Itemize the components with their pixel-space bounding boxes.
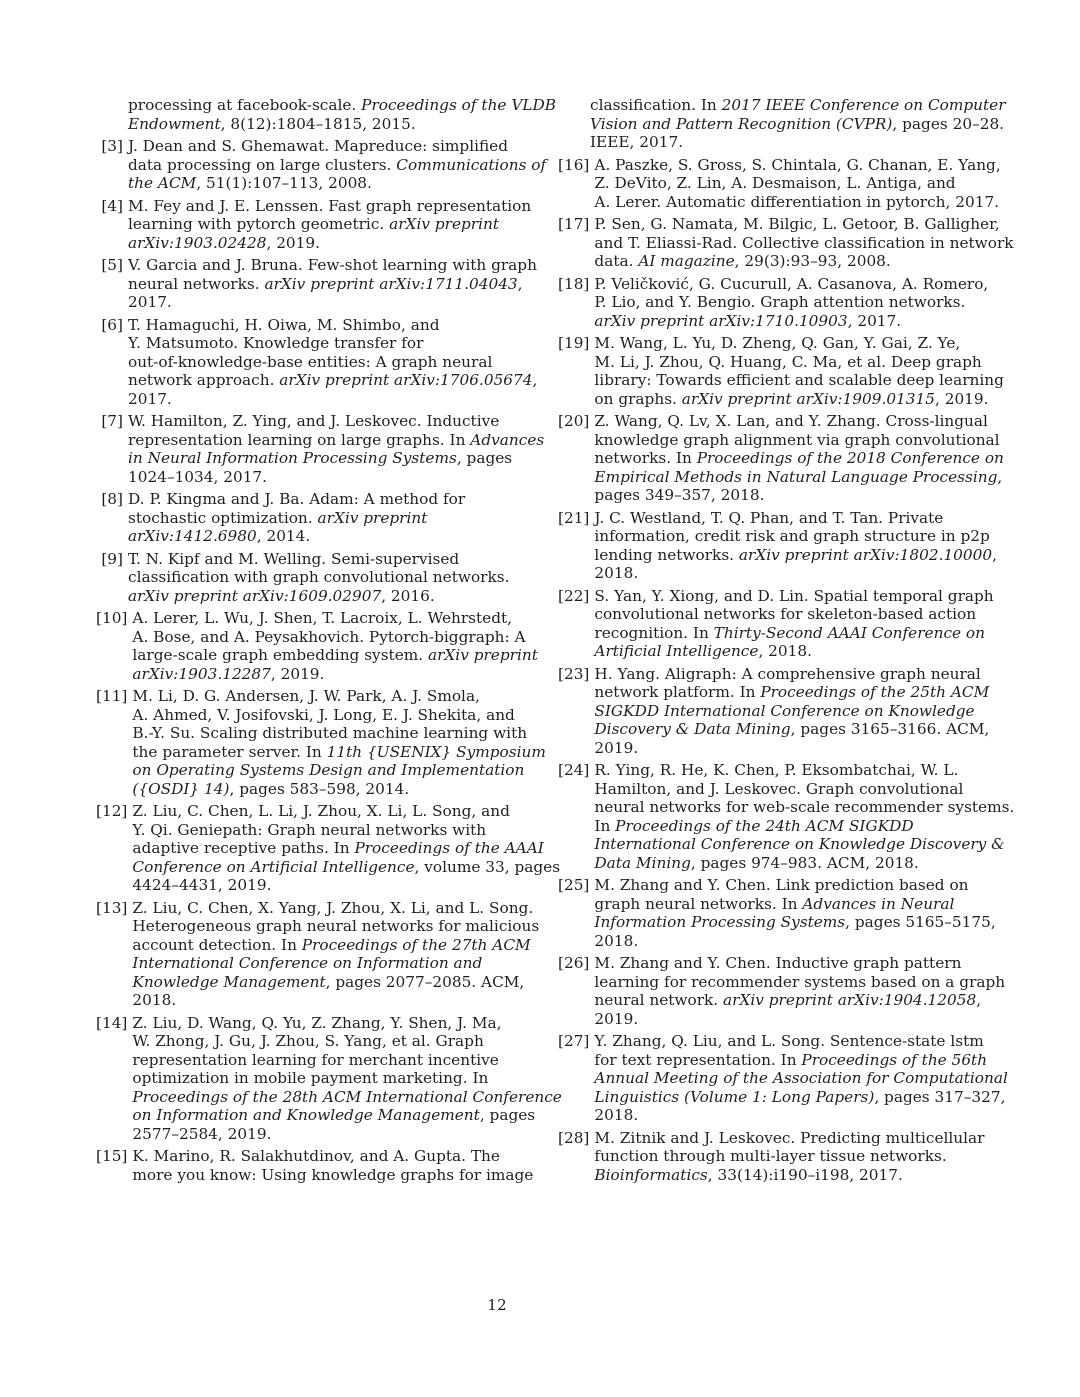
- reference-text: [594, 586, 994, 661]
- reference-item: [96, 550, 520, 606]
- reference-text-line: and T. Eliassi-Rad. Collective classification in network: [594, 233, 1014, 252]
- reference-item: [558, 412, 1004, 505]
- reference-text-line: Proceedings of the 28th ACM International Conference: [132, 1087, 562, 1106]
- reference-text-line: networks. In Proceedings of the 2018 Conference on: [594, 449, 1004, 467]
- reference-text: [590, 96, 1006, 152]
- reference-label: [21]: [558, 508, 590, 527]
- reference-item: [558, 96, 1006, 152]
- reference-text: [128, 196, 532, 253]
- reference-text-line: Linguistics (Volume 1: Long Papers), pages 317–327,: [594, 1087, 1006, 1106]
- reference-label: [24]: [558, 761, 590, 779]
- reference-text: [128, 412, 545, 486]
- reference-label: [13]: [96, 898, 128, 917]
- reference-text: [594, 412, 1004, 505]
- reference-text-line: learning with pytorch geometric. arXiv preprint: [128, 215, 499, 233]
- reference-text-line: lending networks. arXiv preprint arXiv:1802.10000,: [594, 545, 997, 564]
- reference-text: [128, 137, 547, 193]
- reference-text-line: Z. Liu, C. Chen, L. Li, J. Zhou, X. Li, L. Song, and: [132, 802, 510, 820]
- reference-text-line: B.-Y. Su. Scaling distributed machine learning with: [132, 724, 528, 742]
- reference-text-line: pages 349–357, 2018.: [594, 486, 765, 504]
- reference-text-line: W. Zhong, J. Gu, J. Zhou, S. Yang, et al. Graph: [132, 1032, 484, 1050]
- references-column-right: [558, 96, 1015, 1188]
- reference-text-line: processing at facebook-scale. Proceedings of the VLDB: [128, 96, 557, 114]
- reference-text-line: 2018.: [594, 1106, 639, 1124]
- reference-text-line: T. N. Kipf and M. Welling. Semi-supervised: [128, 549, 460, 568]
- reference-text-line: arXiv:1412.6980, 2014.: [128, 527, 311, 545]
- reference-text-line: M. Fey and J. E. Lenssen. Fast graph representation: [128, 196, 532, 215]
- reference-text-line: graph neural networks. In Advances in Neural: [594, 894, 955, 913]
- reference-label: [3]: [101, 137, 123, 155]
- reference-text-line: M. Li, D. G. Andersen, J. W. Park, A. J. Smola,: [132, 687, 480, 705]
- reference-label: [27]: [558, 1032, 590, 1050]
- reference-item: [96, 609, 538, 683]
- reference-text-line: account detection. In Proceedings of the 27th ACM: [132, 935, 531, 954]
- reference-text-line: P. Veličković, G. Cucurull, A. Casanova, A. Romero,: [594, 274, 989, 293]
- reference-text-line: in Neural Information Processing Systems, pages: [128, 449, 513, 467]
- reference-text-line: A. Paszke, S. Gross, S. Chintala, G. Chanan, E. Yang,: [594, 155, 1001, 174]
- reference-text: [594, 876, 996, 950]
- reference-text-line: data processing on large clusters. Communications of: [128, 155, 547, 174]
- reference-text-line: SIGKDD International Conference on Knowledge: [594, 701, 975, 720]
- reference-text-line: the ACM, 51(1):107–113, 2008.: [128, 174, 372, 192]
- reference-item: [558, 664, 990, 758]
- reference-item: [558, 1128, 985, 1185]
- reference-text-line: 2018.: [132, 991, 177, 1009]
- reference-label: [23]: [558, 664, 590, 683]
- reference-text: [594, 954, 1006, 1028]
- reference-text-line: Z. Liu, C. Chen, X. Yang, J. Zhou, X. Li, and L. Song.: [132, 898, 534, 917]
- reference-text-line: network platform. In Proceedings of the 25th ACM: [594, 683, 990, 701]
- reference-text-line: A. Ahmed, V. Josifovski, J. Long, E. J. Shekita, and: [132, 705, 515, 724]
- reference-item: [558, 215, 1014, 271]
- reference-text: [594, 155, 1001, 212]
- reference-text-line: on Information and Knowledge Management, pages: [132, 1106, 536, 1124]
- reference-item: [558, 508, 997, 583]
- reference-text-line: Information Processing Systems, pages 5165–5175,: [594, 913, 996, 931]
- reference-label: [17]: [558, 215, 590, 233]
- reference-text: [132, 1147, 534, 1184]
- reference-text-line: K. Marino, R. Salakhutdinov, and A. Gupta. The: [132, 1147, 500, 1165]
- reference-text: [594, 1032, 1008, 1125]
- reference-text: [132, 802, 561, 895]
- reference-text-line: H. Yang. Aligraph: A comprehensive graph neural: [594, 664, 981, 683]
- reference-text-line: Y. Matsumoto. Knowledge transfer for: [128, 334, 424, 352]
- reference-item: [558, 586, 994, 661]
- reference-text: [128, 550, 520, 606]
- reference-item: [558, 954, 1006, 1028]
- reference-text-line: Data Mining, pages 974–983. ACM, 2018.: [594, 853, 919, 872]
- reference-text-line: Vision and Pattern Recognition (CVPR), pages 20–28.: [590, 114, 1005, 133]
- reference-text-line: M. Zhang and Y. Chen. Inductive graph pattern: [594, 954, 962, 972]
- reference-text: [132, 687, 546, 798]
- reference-text: [132, 609, 538, 683]
- reference-text-line: ({OSDI} 14), pages 583–598, 2014.: [132, 779, 410, 798]
- reference-text-line: M. Li, J. Zhou, Q. Huang, C. Ma, et al. Deep graph: [594, 352, 982, 371]
- reference-text-line: adaptive receptive paths. In Proceedings of the AAAI: [132, 839, 544, 857]
- reference-text-line: convolutional networks for skeleton-based action: [594, 605, 977, 623]
- reference-text-line: T. Hamaguchi, H. Oiwa, M. Shimbo, and: [128, 315, 440, 334]
- reference-text-line: recognition. In Thirty-Second AAAI Conference on: [594, 623, 985, 642]
- reference-text-line: stochastic optimization. arXiv preprint: [128, 508, 428, 527]
- reference-text-line: arXiv:1903.02428, 2019.: [128, 233, 320, 252]
- reference-text-line: A. Lerer. Automatic differentiation in pytorch, 2017.: [594, 192, 1000, 211]
- reference-item: [558, 876, 996, 950]
- reference-label: [20]: [558, 412, 590, 430]
- reference-text-line: Y. Qi. Geniepath: Graph neural networks with: [132, 820, 487, 839]
- reference-text: [128, 96, 557, 133]
- page-number: 12: [487, 1296, 507, 1314]
- reference-item: [558, 761, 1015, 872]
- reference-text-line: Y. Zhang, Q. Liu, and L. Song. Sentence-state lstm: [594, 1032, 984, 1050]
- reference-text-line: D. P. Kingma and J. Ba. Adam: A method for: [128, 490, 466, 508]
- reference-text: [594, 1128, 985, 1185]
- reference-text-line: optimization in mobile payment marketing. In: [132, 1069, 489, 1087]
- reference-label: [28]: [558, 1128, 590, 1147]
- reference-text-line: function through multi-layer tissue networks.: [594, 1147, 947, 1165]
- reference-text-line: Bioinformatics, 33(14):i190–i198, 2017.: [594, 1165, 903, 1184]
- reference-item: [96, 490, 520, 546]
- reference-text-line: In Proceedings of the 24th ACM SIGKDD: [594, 816, 914, 835]
- reference-text-line: J. C. Westland, T. Q. Phan, and T. Tan. Private: [594, 508, 944, 527]
- reference-item: [96, 1147, 534, 1184]
- reference-item: [96, 315, 538, 409]
- reference-label: [22]: [558, 586, 590, 605]
- reference-text-line: M. Zhang and Y. Chen. Link prediction based on: [594, 876, 969, 894]
- reference-text-line: Empirical Methods in Natural Language Processing,: [594, 467, 1003, 486]
- reference-text-line: Z. Liu, D. Wang, Q. Yu, Z. Zhang, Y. Shen, J. Ma,: [132, 1013, 502, 1032]
- reference-text-line: 2019.: [594, 1009, 639, 1028]
- reference-label: [5]: [101, 256, 123, 274]
- reference-text-line: 1024–1034, 2017.: [128, 467, 268, 486]
- reference-text-line: neural network. arXiv preprint arXiv:1904.12058,: [594, 991, 982, 1009]
- reference-text: [594, 664, 990, 758]
- reference-label: [14]: [96, 1013, 128, 1032]
- reference-text: [594, 761, 1015, 872]
- reference-item: [96, 687, 546, 798]
- reference-text-line: for text representation. In Proceedings of the 56th: [594, 1050, 988, 1069]
- reference-label: [15]: [96, 1147, 128, 1165]
- reference-text-line: IEEE, 2017.: [590, 133, 684, 151]
- reference-item: [558, 155, 1001, 212]
- reference-text-line: M. Zitnik and J. Leskovec. Predicting multicellular: [594, 1128, 985, 1147]
- reference-text-line: library: Towards efficient and scalable deep learning: [594, 371, 1004, 389]
- reference-label: [9]: [101, 549, 123, 568]
- reference-text-line: arXiv preprint arXiv:1710.10903, 2017.: [594, 311, 902, 330]
- reference-text-line: representation learning on large graphs. In Advances: [128, 430, 545, 449]
- reference-label: [16]: [558, 155, 590, 174]
- reference-text-line: Knowledge Management, pages 2077–2085. ACM,: [132, 972, 525, 991]
- reference-text-line: Endowment, 8(12):1804–1815, 2015.: [128, 114, 416, 133]
- reference-text-line: arXiv preprint arXiv:1609.02907, 2016.: [128, 586, 435, 605]
- references-column-left: [96, 96, 562, 1188]
- reference-label: [26]: [558, 954, 590, 972]
- reference-text-line: 2018.: [594, 931, 639, 950]
- reference-text-line: learning for recommender systems based on a graph: [594, 972, 1006, 991]
- page-footer: [0, 1296, 994, 1315]
- reference-item: [558, 274, 989, 331]
- reference-text: [128, 315, 538, 409]
- reference-text-line: large-scale graph embedding system. arXiv preprint: [132, 646, 538, 664]
- reference-text-line: out-of-knowledge-base entities: A graph neural: [128, 352, 493, 371]
- reference-text-line: data. AI magazine, 29(3):93–93, 2008.: [594, 252, 891, 270]
- reference-text-line: A. Lerer, L. Wu, J. Shen, T. Lacroix, L. Wehrstedt,: [132, 609, 513, 627]
- reference-text-line: 4424–4431, 2019.: [132, 876, 272, 894]
- reference-item: [96, 412, 545, 486]
- reference-label: [96, 96, 128, 133]
- reference-text-line: Heterogeneous graph neural networks for malicious: [132, 917, 540, 935]
- reference-text-line: 2018.: [594, 564, 639, 582]
- reference-text-line: arXiv:1903.12287, 2019.: [132, 664, 325, 683]
- reference-text-line: Discovery & Data Mining, pages 3165–3166. ACM,: [594, 720, 990, 738]
- reference-text-line: more you know: Using knowledge graphs for image: [132, 1165, 534, 1184]
- reference-text-line: Z. DeVito, Z. Lin, A. Desmaison, L. Antiga, and: [594, 174, 956, 192]
- reference-text: [594, 508, 997, 583]
- references-section: [96, 96, 1015, 1188]
- reference-text-line: M. Wang, L. Yu, D. Zheng, Q. Gan, Y. Gai, Z. Ye,: [594, 334, 961, 352]
- reference-text-line: Artificial Intelligence, 2018.: [594, 642, 812, 660]
- reference-text-line: Hamilton, and J. Leskovec. Graph convolutional: [594, 779, 964, 798]
- reference-text-line: W. Hamilton, Z. Ying, and J. Leskovec. Inductive: [128, 412, 500, 430]
- reference-item: [96, 802, 561, 895]
- reference-text-line: neural networks for web-scale recommender systems.: [594, 798, 1015, 816]
- reference-text-line: Z. Wang, Q. Lv, X. Lan, and Y. Zhang. Cross-lingual: [594, 412, 988, 430]
- reference-text-line: 2017.: [128, 389, 172, 408]
- reference-text-line: J. Dean and S. Ghemawat. Mapreduce: simplified: [128, 137, 509, 155]
- reference-item: [558, 334, 1004, 408]
- reference-text: [132, 1013, 562, 1144]
- reference-text-line: classification. In 2017 IEEE Conference on Computer: [590, 96, 1006, 114]
- reference-text: [132, 898, 540, 1010]
- reference-text-line: 2577–2584, 2019.: [132, 1124, 272, 1143]
- reference-item: [96, 196, 532, 253]
- reference-text-line: 2017.: [128, 293, 172, 311]
- reference-text: [594, 215, 1014, 271]
- reference-text: [128, 256, 537, 312]
- reference-text-line: classification with graph convolutional networks.: [128, 568, 510, 586]
- reference-text: [128, 490, 520, 546]
- reference-item: [96, 137, 547, 193]
- reference-label: [10]: [96, 609, 128, 627]
- reference-text-line: V. Garcia and J. Bruna. Few-shot learning with graph: [128, 256, 537, 274]
- reference-label: [18]: [558, 274, 590, 293]
- reference-text-line: on graphs. arXiv preprint arXiv:1909.01315, 2019.: [594, 389, 989, 408]
- reference-label: [558, 96, 590, 152]
- reference-text-line: the parameter server. In 11th {USENIX} Symposium: [132, 742, 546, 761]
- reference-text-line: A. Bose, and A. Peysakhovich. Pytorch-biggraph: A: [132, 627, 526, 646]
- reference-label: [6]: [101, 315, 123, 334]
- reference-text-line: knowledge graph alignment via graph convolutional: [594, 430, 1000, 449]
- reference-text-line: network approach. arXiv preprint arXiv:1706.05674,: [128, 371, 538, 389]
- reference-label: [8]: [101, 490, 123, 508]
- reference-label: [19]: [558, 334, 590, 352]
- reference-text-line: information, credit risk and graph structure in p2p: [594, 527, 990, 545]
- reference-text-line: International Conference on Information and: [132, 954, 483, 972]
- reference-text-line: International Conference on Knowledge Discovery &: [594, 835, 1005, 853]
- reference-text-line: neural networks. arXiv preprint arXiv:1711.04043,: [128, 274, 523, 293]
- reference-item: [96, 256, 537, 312]
- reference-item: [96, 1013, 562, 1144]
- reference-text-line: Annual Meeting of the Association for Computational: [594, 1069, 1008, 1087]
- reference-text-line: S. Yan, Y. Xiong, and D. Lin. Spatial temporal graph: [594, 586, 994, 605]
- reference-label: [7]: [101, 412, 123, 430]
- reference-text: [594, 274, 989, 331]
- reference-text-line: on Operating Systems Design and Implementation: [132, 761, 525, 779]
- reference-label: [12]: [96, 802, 128, 820]
- reference-label: [4]: [101, 196, 123, 215]
- reference-text-line: P. Lio, and Y. Bengio. Graph attention networks.: [594, 293, 966, 311]
- reference-text-line: 2019.: [594, 738, 639, 757]
- reference-text-line: representation learning for merchant incentive: [132, 1050, 499, 1069]
- reference-label: [11]: [96, 687, 128, 705]
- reference-text-line: P. Sen, G. Namata, M. Bilgic, L. Getoor, B. Galligher,: [594, 215, 1000, 233]
- reference-item: [96, 96, 557, 133]
- reference-text-line: Conference on Artificial Intelligence, volume 33, pages: [132, 857, 561, 876]
- reference-label: [25]: [558, 876, 590, 894]
- reference-item: [558, 1032, 1008, 1125]
- reference-text: [594, 334, 1004, 408]
- reference-item: [96, 898, 540, 1010]
- reference-text-line: R. Ying, R. He, K. Chen, P. Eksombatchai, W. L.: [594, 761, 959, 779]
